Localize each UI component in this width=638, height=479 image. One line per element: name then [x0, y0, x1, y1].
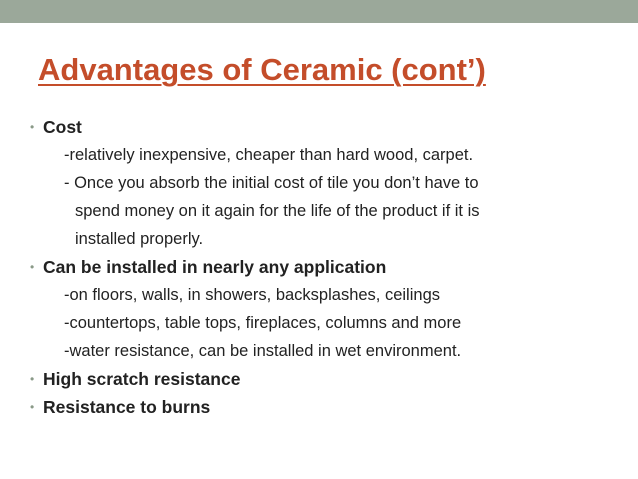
sub-line: -countertops, table tops, fireplaces, columns and more [64, 314, 462, 332]
bullet-icon: • [30, 400, 35, 414]
bullet-icon: • [30, 120, 35, 134]
sub-line: -water resistance, can be installed in wet environment. [64, 342, 462, 360]
bullet-heading: Cost [43, 117, 82, 137]
sub-line: -relatively inexpensive, cheaper than hard wood, carpet. [64, 146, 474, 164]
sub-line: spend money on it again for the life of the product if it is [75, 202, 480, 220]
sub-line: - Once you absorb the initial cost of tile you don’t have to [64, 174, 479, 192]
bullet-item-cost [30, 113, 620, 141]
bullet-heading: High scratch resistance [43, 369, 241, 389]
slide-title: Advantages of Ceramic (cont’) [38, 52, 486, 87]
bullet-icon: • [30, 372, 35, 386]
slide-content [30, 113, 620, 421]
bullet-item-installation [30, 253, 620, 281]
bullet-icon: • [30, 260, 35, 274]
sub-line: -on floors, walls, in showers, backsplashes, ceilings [64, 286, 440, 304]
bullet-heading: Can be installed in nearly any application [43, 257, 387, 277]
bullet-heading: Resistance to burns [43, 397, 211, 417]
top-band [0, 0, 638, 23]
sub-line: installed properly. [75, 230, 204, 248]
bullet-item-burn-resistance [30, 393, 620, 421]
bullet-item-scratch-resistance [30, 365, 620, 393]
